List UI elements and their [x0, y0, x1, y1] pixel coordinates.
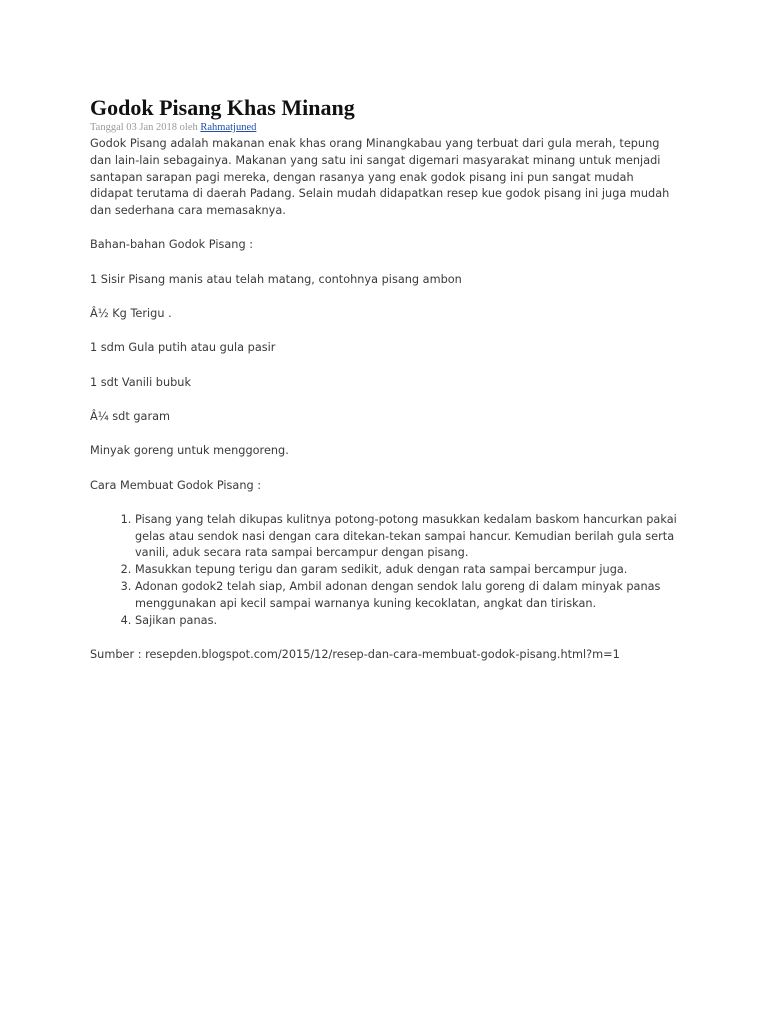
ingredient-item: Â¼ sdt garam: [90, 409, 171, 423]
ingredient-item: 1 sdm Gula putih atau gula pasir: [90, 341, 276, 355]
method-heading: Cara Membuat Godok Pisang :: [90, 478, 262, 492]
step-item: 2. Masukkan tepung terigu dan garam sedikit, aduk dengan rata sampai bercampur juga.: [135, 562, 680, 579]
source-line: Sumber : resepden.blogspot.com/2015/12/resep-dan-cara-membuat-godok-pisang.html?m=1: [90, 647, 620, 661]
article-title: Godok Pisang Khas Minang: [90, 95, 355, 120]
steps-list: [90, 512, 680, 630]
step-item: 3. Adonan godok2 telah siap, Ambil adonan dengan sendok lalu goreng di dalam minyak panas menggunakan api kecil sampai warnanya kuning kecoklatan, angkat dan tiriskan.: [135, 579, 680, 613]
ingredient-item: Minyak goreng untuk menggoreng.: [90, 444, 289, 458]
step-item: 1. Pisang yang telah dikupas kulitnya potong-potong masukkan kedalam baskom hancurkan pakai gelas atau sendok nasi dengan cara ditekan-tekan sampai hancur. Kemudian berilah gula serta vanili, aduk secara rata sampai bercampur dengan pisang.: [135, 512, 680, 562]
intro-paragraph: Godok Pisang adalah makanan enak khas orang Minangkabau yang terbuat dari gula merah, tepung dan lain-lain sebagainya. Makanan yang satu ini sangat digemari masyarakat minang untuk menjadi santapan sarapan pagi mereka, dengan rasanya yang enak godok pisang ini pun sangat mudah didapat terutama di daerah Padang. Selain mudah didapatkan resep kue godok pisang ini juga mudah dan sederhana cara memasaknya.: [90, 137, 670, 218]
ingredient-item: 1 sdt Vanili bubuk: [90, 375, 191, 389]
document-page: [90, 94, 680, 681]
step-item: 4. Sajikan panas.: [135, 613, 680, 630]
ingredient-item: Â½ Kg Terigu .: [90, 307, 172, 321]
author-link[interactable]: Rahmatjuned: [200, 122, 257, 133]
meta-date-text: Tanggal 03 Jan 2018 oleh: [90, 122, 201, 133]
article-meta: [90, 122, 680, 134]
ingredients-heading: Bahan-bahan Godok Pisang :: [90, 238, 254, 252]
ingredient-item: 1 Sisir Pisang manis atau telah matang, contohnya pisang ambon: [90, 272, 462, 286]
